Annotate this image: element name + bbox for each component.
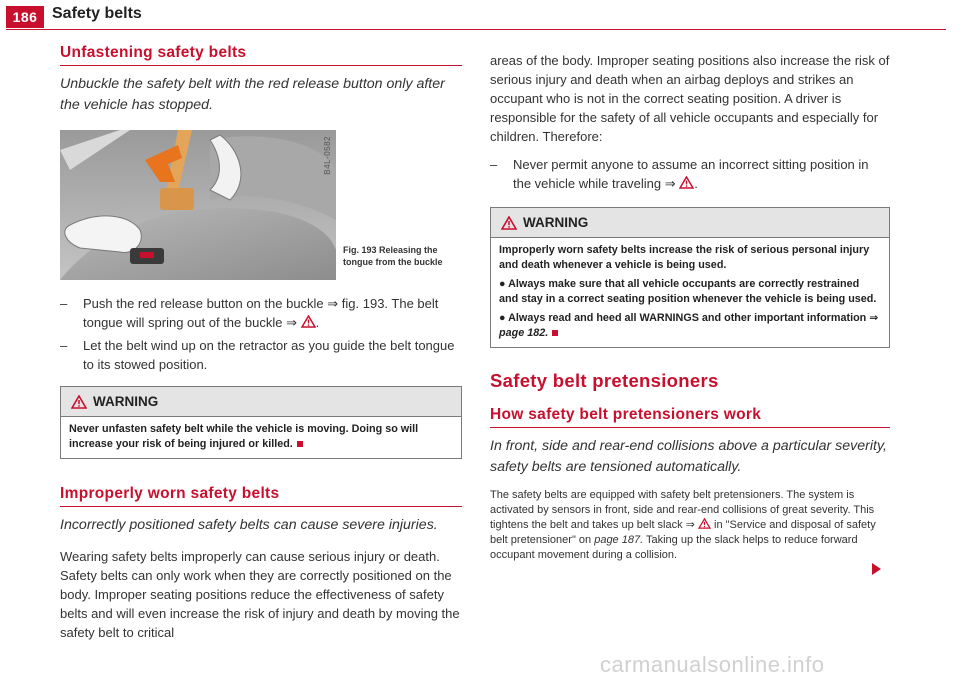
warning-body bbox=[61, 417, 461, 458]
warning-paragraph-3: ● Always read and heed all WARNINGS and other important information ⇒ page 182. bbox=[499, 312, 879, 339]
body-continued: areas of the body. Improper seating positions also increase the risk of serious injury and death when an airbag deploys and strikes an occupant who is not in the correct seating position. A driver is responsible for the safety of all vehicle occupants and especially for children. Therefore: bbox=[490, 53, 890, 144]
warning-title: WARNING bbox=[93, 394, 159, 409]
page-reference-link[interactable]: page 182. bbox=[499, 327, 549, 339]
warning-text: Never unfasten safety belt while the vehicle is moving. Doing so will increase your risk of being injured or killed. bbox=[69, 423, 419, 450]
section-heading-improper: Improperly worn safety belts bbox=[60, 485, 462, 507]
warning-title: WARNING bbox=[523, 215, 589, 230]
step-let-belt-wind-text: Let the belt wind up on the retractor as you guide the belt tongue to its stowed position. bbox=[83, 338, 455, 372]
left-column bbox=[60, 44, 462, 642]
right-column bbox=[490, 44, 890, 563]
page-number: 186 bbox=[6, 6, 44, 28]
warning-paragraph-2: ● Always make sure that all vehicle occupants are correctly restrained and stay in a correct seating position whenever the vehicle is being used. bbox=[499, 278, 877, 305]
warning-triangle-icon bbox=[501, 216, 517, 230]
figure-193 bbox=[60, 130, 462, 280]
buckle-illustration bbox=[60, 130, 336, 280]
warning-header bbox=[491, 208, 889, 238]
watermark: carmanualsonline.info bbox=[600, 652, 825, 677]
warning-triangle-icon bbox=[698, 518, 711, 529]
end-square-icon bbox=[297, 441, 303, 447]
lead-unfastening: Unbuckle the safety belt with the red release button only after the vehicle has stopped. bbox=[60, 76, 445, 113]
bullet-never-permit-text: Never permit anyone to assume an incorrect sitting position in the vehicle while traveling ⇒ bbox=[513, 157, 869, 191]
warning-paragraph-1: Improperly worn safety belts increase the risk of serious personal injury and death whenever a vehicle is being used. bbox=[499, 244, 870, 271]
page-header bbox=[0, 0, 960, 30]
continue-arrow-icon bbox=[872, 563, 881, 575]
figure-caption-text: Releasing the tongue from the buckle bbox=[343, 245, 443, 267]
body-improper: Wearing safety belts improperly can cause serious injury or death. Safety belts can only work when they are correctly positioned on the body. Improper seating positions reduce the effectiveness of safety belts and will even increase the risk of injury and death by moving the safety belt to critical bbox=[60, 549, 460, 640]
warning-box-unfasten bbox=[60, 386, 462, 459]
page-title: Safety belts bbox=[52, 5, 142, 22]
page-reference-link[interactable]: page 187. bbox=[594, 534, 644, 546]
figure-caption-label: Fig. 193 bbox=[343, 245, 377, 255]
figure-image bbox=[60, 130, 336, 280]
figure-code: B4L-0582 bbox=[323, 136, 332, 175]
figure-caption bbox=[343, 244, 463, 268]
lead-pretensioners: In front, side and rear-end collisions above a particular severity, safety belts are tensioned automatically. bbox=[490, 438, 887, 475]
warning-header bbox=[61, 387, 461, 417]
section-heading-pretensioners: Safety belt pretensioners bbox=[490, 370, 719, 391]
warning-triangle-icon bbox=[71, 395, 87, 409]
warning-triangle-icon bbox=[301, 315, 316, 328]
warning-box-improper bbox=[490, 207, 890, 348]
lead-improper: Incorrectly positioned safety belts can cause severe injuries. bbox=[60, 517, 438, 533]
step-let-belt-wind: – Let the belt wind up on the retractor as you guide the belt tongue to its stowed position. bbox=[60, 338, 455, 372]
warning-body bbox=[491, 238, 889, 347]
step-push-release: – Push the red release button on the buckle ⇒ fig. 193. The belt tongue will spring out of the buckle ⇒ . bbox=[60, 296, 439, 330]
bullet-never-permit: – Never permit anyone to assume an incorrect sitting position in the vehicle while traveling ⇒ . bbox=[490, 157, 869, 191]
header-rule bbox=[6, 29, 946, 30]
body-pretensioners: The safety belts are equipped with safety belt pretensioners. The system is activated by sensors in front, side and rear-end collisions of great severity. This tightens the belt and takes up belt slack ⇒ in "Service and disposal of safety belt pretensioner" on page 187. Taking up the slack helps to reduce forward occupant movement during a collision. bbox=[490, 489, 876, 561]
end-square-icon bbox=[552, 330, 558, 336]
step-push-release-text: Push the red release button on the buckle ⇒ fig. 193. The belt tongue will spring out of the buckle ⇒ bbox=[83, 296, 439, 330]
warning-triangle-icon bbox=[679, 176, 694, 189]
section-heading-unfastening: Unfastening safety belts bbox=[60, 44, 462, 66]
subheading-how-pretensioners-work: How safety belt pretensioners work bbox=[490, 406, 890, 428]
